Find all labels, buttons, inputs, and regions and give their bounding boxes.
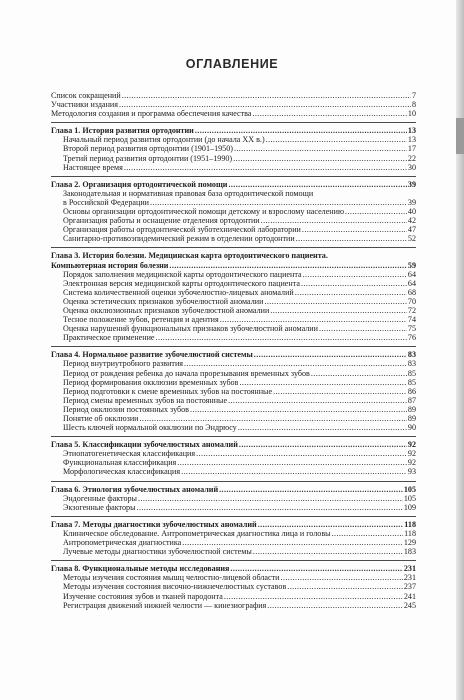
toc-entry-page: 118 [404, 528, 416, 538]
leader-dots [303, 270, 407, 279]
toc-entry-page: 74 [407, 315, 416, 325]
toc-entry-text: Клиническое обследование. Антропометрическая диагностика лица и головы [63, 528, 331, 538]
toc-entry-text: Оценка окклюзионных признаков зубочелюстной аномалии [63, 305, 270, 315]
toc-entry-text: в Российской Федерации [63, 197, 149, 207]
leader-dots [156, 333, 407, 342]
toc-entry[interactable] [51, 396, 416, 405]
toc-entry[interactable] [51, 189, 416, 198]
toc-entry[interactable] [51, 359, 416, 368]
toc-entry[interactable] [51, 601, 416, 610]
intro-block [51, 91, 416, 121]
leader-dots [137, 503, 403, 512]
toc-entry-text: Организация работы ортодонтической зуботехнической лаборатории [63, 225, 301, 235]
toc-entry-page: 183 [403, 547, 416, 557]
toc-entry[interactable] [51, 297, 416, 306]
chapter-block [51, 247, 416, 345]
toc-entry[interactable] [51, 288, 416, 297]
toc-entry-page: 72 [407, 305, 416, 315]
toc-entry-page: 64 [407, 278, 416, 288]
leader-dots [190, 405, 407, 414]
toc-entry-text: Электронная версия медицинской карты ортодонтического пациента [63, 278, 300, 288]
leader-dots [311, 369, 407, 378]
toc-entry[interactable] [51, 369, 416, 378]
toc-entry-text: Начальный период развития ортодонтии (до начала XX в.) [63, 135, 265, 145]
leader-dots [345, 207, 407, 216]
leader-dots [301, 279, 407, 288]
chapter-block [51, 346, 416, 435]
toc-entry-text: Глава 2. Организация ортодонтической помощи [51, 179, 228, 189]
chapter-block [51, 516, 416, 559]
toc-entry[interactable] [51, 225, 416, 234]
toc-entry-text: Оценка нарушений функциональных признаков зубочелюстной аномалии [63, 324, 318, 334]
toc-entry[interactable] [51, 234, 416, 243]
leader-dots [228, 180, 406, 189]
toc-entry[interactable] [51, 333, 416, 342]
toc-entry[interactable] [51, 144, 416, 153]
toc-entry-page: 231 [403, 564, 416, 574]
chapter-heading[interactable] [51, 261, 416, 270]
toc-entry-text: Тесное положение зубов, ретенция и адентия [63, 315, 219, 325]
toc-entry-page: 40 [407, 207, 416, 217]
leader-dots [230, 564, 402, 573]
toc-entry-text: Период окклюзии постоянных зубов [63, 404, 189, 414]
toc-entry-page: 92 [407, 458, 416, 468]
chapter-block [51, 560, 416, 612]
leader-dots [150, 198, 407, 207]
page-edge-tab [456, 118, 464, 154]
toc-entry-text: Функциональная классификация [63, 458, 177, 468]
chapter-heading[interactable] [51, 440, 416, 449]
toc-entry-page: 85 [407, 368, 416, 378]
toc-entry-page: 10 [407, 109, 416, 119]
toc-entry-page: 245 [403, 600, 416, 610]
toc-entry[interactable] [51, 207, 416, 216]
toc-entry[interactable] [51, 458, 416, 467]
toc-entry[interactable] [51, 582, 416, 591]
toc-entry-text: Изучение состояния зубов и тканей пародонта [63, 591, 223, 601]
leader-dots [239, 378, 406, 387]
page-title: ОГЛАВЛЕНИЕ [185, 57, 279, 71]
toc-entry[interactable] [51, 270, 416, 279]
toc-entry[interactable] [51, 216, 416, 225]
toc-entry-text: Глава 3. История болезни. Медицинская карта ортодонтического пациента. [51, 251, 328, 261]
toc-entry-page: 68 [407, 287, 416, 297]
leader-dots [195, 126, 407, 135]
leader-dots [264, 297, 406, 306]
toc-entry-text: Санитарно-противоэпидемический режим в отделении ортодонтии [63, 234, 295, 244]
toc-entry[interactable] [51, 198, 416, 207]
toc-entry[interactable] [51, 529, 416, 538]
toc-entry[interactable] [51, 387, 416, 396]
toc-entry-page: 241 [403, 591, 416, 601]
toc-entry-page: 129 [403, 538, 416, 548]
toc-entry-page: 105 [403, 493, 416, 503]
toc-entry[interactable] [51, 109, 416, 118]
toc-entry[interactable] [51, 547, 416, 556]
leader-dots [122, 91, 411, 100]
toc-entry-text: Законодательная и нормативная правовая база ортодонтической помощи [63, 188, 314, 198]
toc-entry-page: 87 [407, 395, 416, 405]
toc-entry-page: 90 [407, 423, 416, 433]
leader-dots [124, 163, 407, 172]
toc-entry[interactable] [51, 306, 416, 315]
toc-entry-page: 42 [407, 216, 416, 226]
leader-dots [287, 582, 403, 591]
chapter-block [51, 176, 416, 247]
toc-entry-page: 89 [407, 414, 416, 423]
toc-entry-page: 39 [407, 197, 416, 207]
toc-entry-page: 83 [407, 359, 416, 369]
leader-dots [239, 440, 407, 449]
leader-dots [184, 359, 407, 368]
toc-entry[interactable] [51, 315, 416, 324]
toc-entry-text: Методы изучения состояния мышц челюстно-лицевой области [63, 573, 280, 583]
toc-entry[interactable] [51, 414, 416, 423]
toc-entry-text: Глава 4. Нормальное развитие зубочелюстной системы [51, 350, 253, 360]
toc-entry-page: 105 [403, 484, 416, 494]
toc-entry-text: Система количественной оценки зубочелюстно-лицевых аномалий [63, 287, 294, 297]
toc-entry-text: Третий период развития ортодонтии (1951–1990) [63, 153, 233, 163]
toc-entry-page: 13 [407, 126, 416, 136]
toc-entry[interactable] [51, 100, 416, 109]
toc-entry-text: Шесть ключей нормальной окклюзии по Эндрюсу [63, 423, 237, 433]
chapter-heading[interactable] [51, 485, 416, 494]
toc-entry-page: 30 [407, 162, 416, 172]
toc-entry-text: Понятие об окклюзии [63, 414, 139, 423]
chapter-heading[interactable] [51, 520, 416, 529]
leader-dots [266, 135, 407, 144]
toc-entry-text: Порядок заполнения медицинской карты ортодонтического пациента [63, 269, 302, 279]
toc-entry-text: Экзогенные факторы [63, 502, 136, 512]
leader-dots [169, 261, 407, 270]
leader-dots [228, 396, 407, 405]
leader-dots [281, 573, 403, 582]
toc-entry[interactable] [51, 324, 416, 333]
toc-entry-page: 64 [407, 269, 416, 279]
toc-entry-text: Лучевые методы диагностики зубочелюстной системы [63, 547, 252, 557]
leader-dots [233, 154, 407, 163]
leader-dots [273, 387, 407, 396]
toc-entry-page: 70 [407, 296, 416, 306]
toc-entry-text: Методы изучения состояния височно-нижнечелюстных суставов [63, 582, 287, 592]
chapter-heading[interactable] [51, 564, 416, 573]
toc-entry-text: Глава 7. Методы диагностики зубочелюстных аномалий [51, 519, 257, 529]
leader-dots [270, 306, 407, 315]
toc-entry-page: 76 [407, 333, 416, 343]
toc-entry-page: 118 [404, 519, 416, 529]
leader-dots [295, 288, 407, 297]
toc-entry[interactable] [51, 449, 416, 458]
toc-entry-text: Практическое применение [63, 333, 155, 343]
leader-dots [234, 144, 407, 153]
toc-entry-text: Эндогенные факторы [63, 493, 137, 503]
leader-dots [119, 100, 411, 109]
leader-dots [138, 494, 403, 503]
toc-entry-page: 83 [407, 350, 416, 360]
toc-entry-page: 13 [407, 135, 416, 145]
toc-entry-text: Этиопатогенетическая классификация [63, 449, 196, 459]
chapter-heading[interactable] [51, 180, 416, 189]
toc-entry-text: Морфологическая классификация [63, 467, 181, 477]
toc-entry-text: Период смены временных зубов на постоянные [63, 395, 228, 405]
toc-entry-page: 22 [407, 153, 416, 163]
leader-dots [220, 315, 407, 324]
toc-entry-page: 8 [411, 100, 416, 110]
toc-entry[interactable] [51, 494, 416, 503]
toc-entry-text: Участники издания [51, 100, 118, 110]
toc-entry-text: Период подготовки к смене временных зубов на постоянные [63, 386, 273, 396]
leader-dots [296, 234, 407, 243]
table-of-contents [51, 91, 416, 613]
leader-dots [219, 485, 403, 494]
leader-dots [181, 467, 407, 476]
leader-dots [177, 458, 407, 467]
chapter-block [51, 481, 416, 515]
toc-entry-page: 59 [407, 260, 416, 270]
toc-entry-text: Основы организации ортодонтической помощи детскому и взрослому населению [63, 207, 345, 217]
toc-entry-page: 17 [407, 144, 416, 154]
toc-entry-text: Компьютерная история болезни [51, 260, 169, 270]
toc-entry-page: 89 [407, 404, 416, 414]
toc-entry-text: Настоящее время [63, 162, 123, 172]
toc-entry-page: 7 [411, 91, 416, 100]
leader-dots [182, 538, 403, 547]
toc-entry-text: Период внутриутробного развития [63, 359, 184, 369]
leader-dots [332, 529, 404, 538]
toc-entry-text: Второй период развития ортодонтии (1901–1950) [63, 144, 233, 154]
toc-entry-page: 47 [407, 225, 416, 235]
toc-entry[interactable] [51, 592, 416, 601]
toc-entry[interactable] [51, 378, 416, 387]
toc-entry[interactable] [51, 279, 416, 288]
chapter-block [51, 436, 416, 479]
leader-dots [196, 449, 407, 458]
toc-entry-text: Глава 8. Функциональные методы исследования [51, 564, 230, 574]
toc-entry-page: 52 [407, 234, 416, 244]
toc-entry-page: 85 [407, 377, 416, 387]
toc-entry-text: Глава 1. История развития ортодонтии [51, 126, 194, 136]
toc-entry[interactable] [51, 163, 416, 172]
toc-entry[interactable] [51, 405, 416, 414]
chapter-heading[interactable] [51, 126, 416, 135]
leader-dots [252, 109, 406, 118]
toc-entry[interactable] [51, 573, 416, 582]
toc-entry-page: 237 [403, 582, 416, 592]
leader-dots [254, 350, 407, 359]
leader-dots [224, 592, 403, 601]
toc-entry[interactable] [51, 538, 416, 547]
toc-entry-page: 109 [403, 502, 416, 512]
toc-entry-text: Методология создания и программа обеспечения качества [51, 109, 252, 119]
toc-entry-page: 75 [407, 324, 416, 334]
leader-dots [139, 414, 406, 423]
leader-dots [319, 324, 407, 333]
leader-dots [258, 520, 404, 529]
toc-entry-text: Глава 5. Классификации зубочелюстных аномалий [51, 440, 238, 450]
leader-dots [302, 225, 407, 234]
toc-entry-text: Период от рождения ребенка до начала прорезывания временных зубов [63, 368, 310, 378]
toc-entry-text: Глава 6. Этиология зубочелюстных аномалий [51, 484, 219, 494]
toc-entry-text: Оценка эстетических признаков зубочелюстной аномалии [63, 296, 264, 306]
page-edge [456, 0, 464, 700]
toc-entry-text: Антропометрическая диагностика [63, 538, 182, 548]
toc-entry-page: 86 [407, 386, 416, 396]
toc-entry-page: 39 [407, 179, 416, 189]
toc-entry-page: 92 [407, 440, 416, 450]
toc-entry[interactable] [51, 135, 416, 144]
chapter-block [51, 122, 416, 174]
toc-entry[interactable] [51, 423, 416, 432]
leader-dots [261, 216, 407, 225]
toc-entry[interactable] [51, 503, 416, 512]
toc-entry-text: Регистрация движений нижней челюсти — кинезиография [63, 600, 267, 610]
toc-entry-text: Список сокращений [51, 91, 121, 100]
leader-dots [238, 423, 407, 432]
toc-entry-page: 92 [407, 449, 416, 459]
chapter-heading[interactable] [51, 350, 416, 359]
toc-entry-page: 231 [403, 573, 416, 583]
toc-entry-page: 93 [407, 467, 416, 477]
toc-entry-text: Организация работы и оснащение отделения ортодонтии [63, 216, 260, 226]
leader-dots [253, 547, 403, 556]
toc-entry[interactable] [51, 91, 416, 100]
toc-entry[interactable] [51, 154, 416, 163]
leader-dots [267, 601, 403, 610]
chapter-heading[interactable] [51, 251, 416, 260]
toc-entry-text: Период формирования окклюзии временных зубов [63, 377, 239, 387]
toc-entry[interactable] [51, 467, 416, 476]
